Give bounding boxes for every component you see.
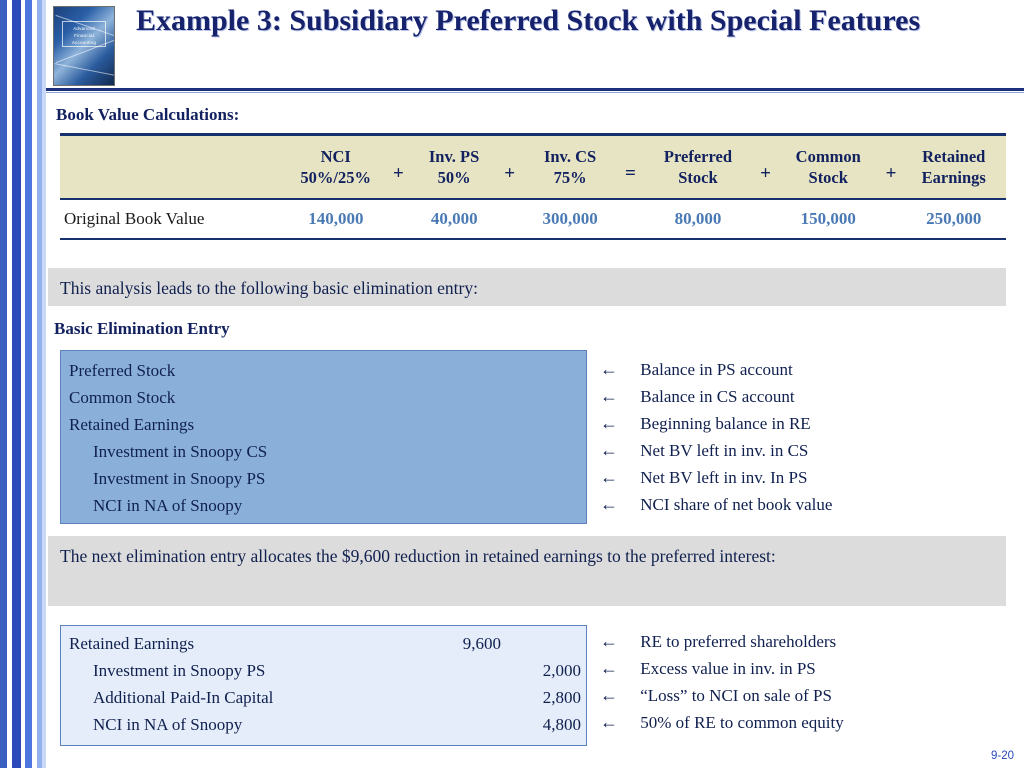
annotation-row bbox=[600, 628, 844, 655]
entry-account: Additional Paid-In Capital bbox=[93, 688, 274, 707]
book-value-section-label: Book Value Calculations: bbox=[56, 105, 240, 124]
entry-line bbox=[61, 711, 586, 738]
annotation-row bbox=[600, 491, 832, 518]
left-arrow-icon: ← bbox=[600, 658, 618, 678]
note-basic-elimination: This analysis leads to the following basic elimination entry: bbox=[48, 268, 1006, 306]
entry-line bbox=[61, 384, 586, 411]
table-bottom-rule bbox=[60, 238, 1006, 240]
column-header-preferred-stock-line2: Stock bbox=[678, 168, 718, 187]
entry-credit-amount: 4,800 bbox=[542, 715, 581, 734]
column-header-retained-earnings bbox=[901, 146, 1006, 188]
decor-bar-1 bbox=[0, 0, 7, 768]
left-arrow-icon: ← bbox=[600, 494, 618, 514]
annotation-row bbox=[600, 383, 832, 410]
cell-preferred-stock: 80,000 bbox=[674, 209, 722, 228]
thumbnail-line-3 bbox=[54, 63, 115, 76]
second-elimination-entry-block bbox=[60, 625, 587, 746]
left-arrow-icon: ← bbox=[600, 440, 618, 460]
second-entry-annotations bbox=[600, 628, 844, 736]
left-arrow-icon: ← bbox=[600, 685, 618, 705]
book-cover-thumbnail bbox=[53, 6, 115, 86]
entry-account: NCI in NA of Snoopy bbox=[93, 715, 243, 734]
cell-common-stock: 150,000 bbox=[800, 209, 856, 228]
column-header-preferred-stock bbox=[641, 146, 755, 188]
annotation-row bbox=[600, 655, 844, 682]
cell-inv-cs: 300,000 bbox=[542, 209, 598, 228]
column-header-inv-ps bbox=[409, 146, 499, 188]
column-header-inv-ps-line2: 50% bbox=[437, 168, 471, 187]
entry-line bbox=[61, 438, 586, 465]
left-arrow-icon: ← bbox=[600, 631, 618, 651]
page-title: Example 3: Subsidiary Preferred Stock with Special Features bbox=[136, 4, 921, 37]
column-header-nci-line1: NCI bbox=[320, 147, 351, 166]
decor-bar-5 bbox=[25, 0, 32, 768]
column-header-common-stock bbox=[776, 146, 881, 188]
entry-line bbox=[61, 684, 586, 711]
operator-equals: = bbox=[625, 162, 636, 184]
column-header-nci-line2: 50%/25% bbox=[300, 168, 371, 187]
page-number: 9-20 bbox=[990, 750, 1014, 762]
entry-line bbox=[61, 492, 586, 519]
operator-plus-1: + bbox=[393, 162, 404, 184]
entry-credit-amount: 2,800 bbox=[542, 688, 581, 707]
annotation-row bbox=[600, 709, 844, 736]
decor-bar-8 bbox=[42, 0, 46, 768]
column-header-inv-cs-line1: Inv. CS bbox=[543, 147, 597, 166]
cell-inv-ps: 40,000 bbox=[430, 209, 478, 228]
entry-line bbox=[61, 357, 586, 384]
left-arrow-icon: ← bbox=[600, 413, 618, 433]
column-header-retained-earnings-line2: Earnings bbox=[921, 168, 986, 187]
book-value-table bbox=[60, 133, 1006, 240]
decor-bar-3 bbox=[12, 0, 21, 768]
entry-account: Retained Earnings bbox=[69, 415, 195, 434]
column-header-nci bbox=[283, 146, 388, 188]
left-arrow-icon: ← bbox=[600, 386, 618, 406]
annotation-row bbox=[600, 682, 844, 709]
column-header-preferred-stock-line1: Preferred bbox=[663, 147, 733, 166]
entry-line bbox=[61, 630, 586, 657]
operator-plus-4: + bbox=[885, 162, 897, 184]
annotation-text: Balance in PS account bbox=[640, 360, 793, 379]
entry-account: Retained Earnings bbox=[69, 634, 195, 653]
column-header-common-stock-line1: Common bbox=[795, 147, 861, 166]
slide-left-decoration bbox=[0, 0, 46, 768]
entry-account: Investment in Snoopy CS bbox=[93, 442, 268, 461]
entry-line bbox=[61, 465, 586, 492]
slide-header bbox=[46, 0, 1024, 92]
left-arrow-icon: ← bbox=[600, 359, 618, 379]
annotation-text: Balance in CS account bbox=[640, 387, 795, 406]
entry-account: Investment in Snoopy PS bbox=[93, 469, 266, 488]
cell-gap-3 bbox=[620, 213, 641, 226]
annotation-text: Net BV left in inv. in CS bbox=[640, 441, 809, 460]
row-label-original-book-value: Original Book Value bbox=[64, 209, 205, 228]
annotation-text: 50% of RE to common equity bbox=[640, 713, 844, 732]
column-header-inv-ps-line1: Inv. PS bbox=[428, 147, 480, 166]
left-arrow-icon: ← bbox=[600, 712, 618, 732]
annotation-text: Net BV left in inv. In PS bbox=[640, 468, 808, 487]
annotation-text: “Loss” to NCI on sale of PS bbox=[640, 686, 832, 705]
cell-gap-5 bbox=[881, 213, 902, 226]
entry-line bbox=[61, 411, 586, 438]
annotation-row bbox=[600, 356, 832, 383]
cell-retained-earnings: 250,000 bbox=[926, 209, 982, 228]
left-arrow-icon: ← bbox=[600, 467, 618, 487]
basic-elimination-entry-block bbox=[60, 350, 587, 524]
cell-nci: 140,000 bbox=[308, 209, 364, 228]
title-divider bbox=[46, 88, 1024, 91]
basic-entry-section-label: Basic Elimination Entry bbox=[54, 319, 230, 338]
annotation-text: Excess value in inv. in PS bbox=[640, 659, 816, 678]
entry-credit-amount: 2,000 bbox=[542, 661, 581, 680]
note-second-elimination: The next elimination entry allocates the $9,600 reduction in retained earnings to the preferred interest: bbox=[48, 536, 1006, 606]
table-header-row bbox=[60, 136, 1006, 198]
entry-account: Common Stock bbox=[69, 388, 176, 407]
entry-account: NCI in NA of Snoopy bbox=[93, 496, 243, 515]
operator-plus-3: + bbox=[760, 162, 771, 184]
annotation-text: RE to preferred shareholders bbox=[640, 632, 837, 651]
column-header-inv-cs bbox=[520, 146, 620, 188]
basic-entry-annotations bbox=[600, 356, 832, 518]
entry-account: Preferred Stock bbox=[69, 361, 176, 380]
column-header-common-stock-line2: Stock bbox=[808, 168, 848, 187]
annotation-text: NCI share of net book value bbox=[640, 495, 833, 514]
title-divider-secondary bbox=[46, 92, 1024, 93]
entry-account: Investment in Snoopy PS bbox=[93, 661, 266, 680]
column-header-retained-earnings-line1: Retained bbox=[922, 147, 986, 166]
table-row bbox=[60, 200, 1006, 238]
cell-gap-2 bbox=[499, 213, 520, 226]
thumbnail-caption: Advanced Financial Accounting bbox=[62, 21, 106, 47]
operator-plus-2: + bbox=[504, 162, 516, 184]
cell-gap-1 bbox=[388, 213, 409, 226]
column-header-inv-cs-line2: 75% bbox=[553, 168, 587, 187]
cell-gap-4 bbox=[755, 213, 776, 226]
entry-debit-amount: 9,600 bbox=[462, 634, 501, 653]
annotation-row bbox=[600, 464, 832, 491]
annotation-text: Beginning balance in RE bbox=[640, 414, 811, 433]
annotation-row bbox=[600, 410, 832, 437]
annotation-row bbox=[600, 437, 832, 464]
entry-line bbox=[61, 657, 586, 684]
